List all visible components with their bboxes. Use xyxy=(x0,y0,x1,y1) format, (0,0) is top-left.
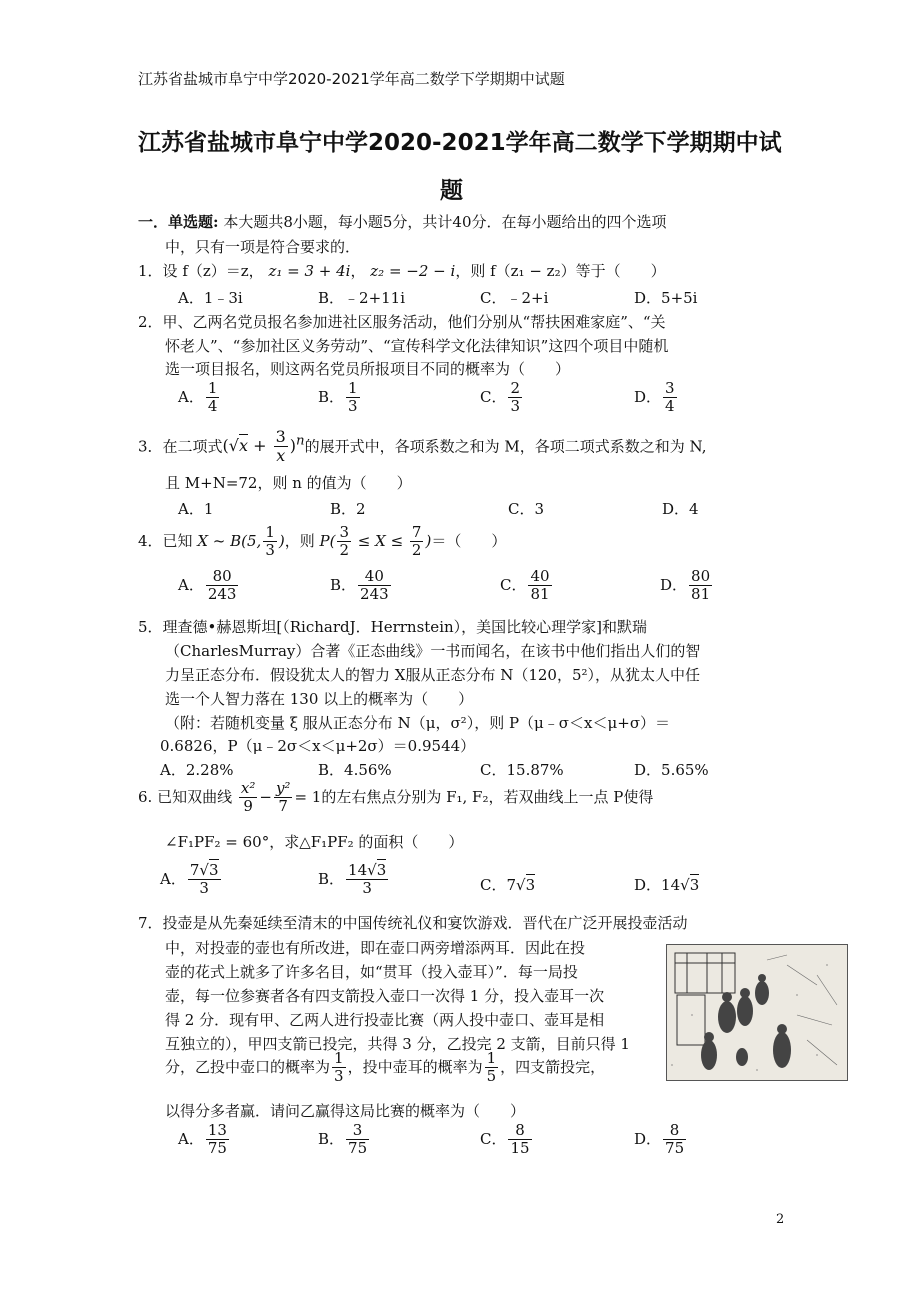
fraction: $\frac{14√3}{3}$ xyxy=(348,861,387,898)
section-description-cont: 中，只有一项是符合要求的． xyxy=(165,238,361,256)
q5-option-c: C．15.87% xyxy=(480,761,564,779)
q5-option-d: D．5.65% xyxy=(634,761,709,779)
numerator: 8 xyxy=(663,1122,686,1140)
q1-option-c: C．﹣2+i xyxy=(480,289,549,307)
question-text: 的左右焦点分别为 F₁, F₂，若双曲线上一点 P使得 xyxy=(321,787,654,806)
fraction xyxy=(528,568,551,604)
q6-option-a xyxy=(160,862,223,898)
page-number: 2 xyxy=(776,1212,785,1227)
question-5-line6: 0.6826，P（μ﹣2σ＜x＜μ+2σ）＝0.9544） xyxy=(160,737,476,755)
fraction xyxy=(508,380,522,416)
q2-option-c xyxy=(480,380,524,416)
denominator: 81 xyxy=(530,585,550,604)
q3-option-c: C．3 xyxy=(508,500,545,518)
option-label: B． xyxy=(318,1129,345,1148)
section-heading xyxy=(138,211,667,232)
q5-option-b: B．4.56% xyxy=(318,761,392,779)
fraction xyxy=(508,1122,531,1158)
question-5-line1: 5．理查德•赫恩斯坦[（RichardJ．Herrnstein），美国比较心理学家]和默瑞 xyxy=(138,618,647,636)
math-z2: z₂ = −2 − i xyxy=(370,262,456,280)
q3-option-a: A．1 xyxy=(178,500,214,518)
question-5-line3: 力呈正态分布．假设犹太人的智力 X服从正态分布 N（120，5²），从犹太人中任 xyxy=(165,666,701,684)
question-2-line2: 怀老人”、“参加社区义务劳动”、“宣传科学文化法律知识”这四个项目中随机 xyxy=(165,337,669,355)
option-label: C． xyxy=(480,1129,507,1148)
question-text: 分，乙投中壶口的概率为 xyxy=(165,1057,331,1076)
numerator: 80 xyxy=(206,568,239,586)
denominator: 3 xyxy=(348,397,358,416)
option-label: A． xyxy=(178,387,204,406)
numerator: 1 xyxy=(207,379,218,397)
option-label: D． xyxy=(634,387,662,406)
option-label: A． xyxy=(178,1129,204,1148)
fraction xyxy=(206,1122,229,1158)
q7-option-a xyxy=(178,1122,231,1158)
fraction xyxy=(346,380,360,416)
denominator: 15 xyxy=(510,1139,530,1158)
denominator: 75 xyxy=(348,1139,368,1158)
question-4 xyxy=(138,524,506,560)
fraction: $\frac{1}{5}$ xyxy=(486,1049,497,1086)
question-2-line1: 2．甲、乙两名党员报名参加进社区服务活动，他们分别从“帮扶困难家庭”、“关 xyxy=(138,313,666,331)
question-6-line1 xyxy=(138,780,653,816)
question-1 xyxy=(138,260,666,281)
q1-option-a: A．1﹣3i xyxy=(178,289,243,307)
binomial-expression: (√x + $\frac{3}{x}$ )$^n$ xyxy=(222,427,305,466)
q2-option-b xyxy=(318,380,362,416)
document-title-line1: 江苏省盐城市阜宁中学2020-2021学年高二数学下学期期中试 xyxy=(138,130,782,156)
option-label: D． xyxy=(634,1129,662,1148)
q2-option-a xyxy=(178,380,221,416)
option-label: A． xyxy=(160,869,186,888)
question-text: ，投中壶耳的概率为 xyxy=(347,1057,483,1076)
question-number: 1． xyxy=(138,262,163,280)
touhu-illustration xyxy=(666,944,848,1081)
distribution-expression: X ~ B(5, $\frac{1}{3}$ ) xyxy=(197,523,285,560)
q6-option-b xyxy=(318,862,390,898)
question-text: ，则 xyxy=(284,531,315,550)
hyperbola-equation: $\frac{\text{x²}}{9}$ − $\frac{\text{y²}}{7}$ = 1 xyxy=(240,779,322,816)
question-7-line2: 中，对投壶的壶也有所改进，即在壶口两旁增添两耳．因此在投 xyxy=(165,939,586,957)
numerator: 40 xyxy=(530,567,550,585)
denominator: 4 xyxy=(207,397,218,416)
denominator: 81 xyxy=(691,585,711,604)
denominator: 75 xyxy=(665,1139,685,1158)
q5-option-a: A．2.28% xyxy=(160,761,234,779)
numerator: 80 xyxy=(691,567,711,585)
probability-expression: P( $\frac{3}{2}$ ≤ X ≤ $\frac{7}{2}$ ) xyxy=(319,523,432,560)
numerator: 2 xyxy=(510,379,521,397)
option-label: C． xyxy=(480,876,507,894)
q4-option-d xyxy=(660,568,714,604)
question-text: 设 f（z）＝z， xyxy=(162,262,264,280)
option-label: D． xyxy=(660,575,688,594)
numerator: 13 xyxy=(207,1121,227,1139)
q1-option-d: D．5+5i xyxy=(634,289,698,307)
math-z1: z₁ = 3 + 4i xyxy=(268,262,351,280)
question-7-line7 xyxy=(165,1050,605,1086)
question-text: ＝（ ） xyxy=(431,531,507,550)
running-header: 江苏省盐城市阜宁中学2020-2021学年高二数学下学期期中试题 xyxy=(138,70,565,88)
question-7-line3: 壶的花式上就多了许多名目，如“贯耳（投入壶耳）”．每一局投 xyxy=(165,963,578,981)
option-label: B． xyxy=(318,387,345,406)
q4-option-c xyxy=(500,568,554,604)
denominator: 4 xyxy=(665,397,675,416)
q6-option-d: D．14√3 xyxy=(634,876,700,894)
question-7-line5: 得 2 分．现有甲、乙两人进行投壶比赛（两人投中壶口、壶耳是相 xyxy=(165,1011,605,1029)
section-description: 本大题共8小题，每小题5分，共计40分．在每小题给出的四个选项 xyxy=(223,213,667,231)
question-3-line2: 且 M+N=72，则 n 的值为（ ） xyxy=(165,474,412,492)
q6-option-c: C．7√3 xyxy=(480,876,536,894)
q7-option-d xyxy=(634,1122,688,1158)
fraction: $\frac{1}{3}$ xyxy=(334,1049,344,1086)
q1-option-b: B．﹣2+11i xyxy=(318,289,406,307)
question-text: ， xyxy=(350,262,366,280)
fraction: $\frac{7√3}{3}$ xyxy=(189,861,219,898)
denominator: 75 xyxy=(207,1139,227,1158)
q7-option-b xyxy=(318,1122,371,1158)
question-5-line4: 选一个人智力落在 130 以上的概率为（ ） xyxy=(165,690,474,708)
document-title-line2: 题 xyxy=(440,178,463,204)
question-text: ，则 f（z₁ − z₂）等于（ ） xyxy=(455,262,666,280)
fraction xyxy=(346,1122,369,1158)
q3-option-b: B．2 xyxy=(330,500,366,518)
numerator: 1 xyxy=(348,379,358,397)
denominator: 243 xyxy=(207,585,237,604)
fraction xyxy=(663,380,677,416)
numerator: 40 xyxy=(358,568,391,586)
option-label: C． xyxy=(480,387,507,406)
question-7-line8: 以得分多者赢．请问乙赢得这局比赛的概率为（ ） xyxy=(165,1102,526,1120)
q7-option-c xyxy=(480,1122,534,1158)
denominator: 243 xyxy=(360,585,389,604)
question-text: 6. 已知双曲线 xyxy=(138,787,233,806)
q3-option-d: D．4 xyxy=(662,500,699,518)
denominator: 3 xyxy=(510,397,521,416)
q4-option-b xyxy=(330,568,393,604)
fraction xyxy=(206,380,220,416)
question-3-line1 xyxy=(138,428,706,466)
question-5-line2: （CharlesMurray）合著《正态曲线》一书而闻名，在该书中他们指出人们的智 xyxy=(165,642,701,660)
fraction xyxy=(358,568,391,604)
option-label: B． xyxy=(318,869,345,888)
option-label: C． xyxy=(500,575,527,594)
option-label: B． xyxy=(330,575,357,594)
fraction xyxy=(689,568,712,604)
q2-option-d xyxy=(634,380,679,416)
q4-option-a xyxy=(178,568,240,604)
numerator: 3 xyxy=(346,1122,369,1140)
question-6-line2: ∠F₁PF₂ = 60°，求△F₁PF₂ 的面积（ ） xyxy=(165,833,464,851)
section-label: 一．单选题: xyxy=(138,213,219,231)
option-label: A． xyxy=(178,575,204,594)
question-7-line4: 壶，每一位参赛者各有四支箭投入壶口一次得 1 分，投入壶耳一次 xyxy=(165,987,605,1005)
question-5-line5: （附：若随机变量 ξ 服从正态分布 N（μ，σ²），则 P（μ﹣σ＜x＜μ+σ）＝ xyxy=(165,714,671,732)
question-2-line3: 选一项目报名，则这两名党员所报项目不同的概率为（ ） xyxy=(165,360,571,378)
fraction xyxy=(206,568,239,604)
numerator: 8 xyxy=(508,1122,531,1140)
fraction xyxy=(663,1122,686,1158)
question-text: 的展开式中，各项系数之和为 M，各项二项式系数之和为 N, xyxy=(304,437,707,456)
question-7-line6: 互独立的），甲四支箭已投完，共得 3 分，乙投完 2 支箭，目前只得 1 xyxy=(165,1035,630,1053)
question-text: 3．在二项式 xyxy=(138,437,223,456)
numerator: 3 xyxy=(665,379,675,397)
question-text: ，四支箭投完， xyxy=(500,1057,606,1076)
option-label: D． xyxy=(634,876,662,894)
question-text: 4．已知 xyxy=(138,531,193,550)
question-7-line1: 7．投壶是从先秦延续至清末的中国传统礼仪和宴饮游戏．晋代在广泛开展投壶活动 xyxy=(138,914,688,932)
